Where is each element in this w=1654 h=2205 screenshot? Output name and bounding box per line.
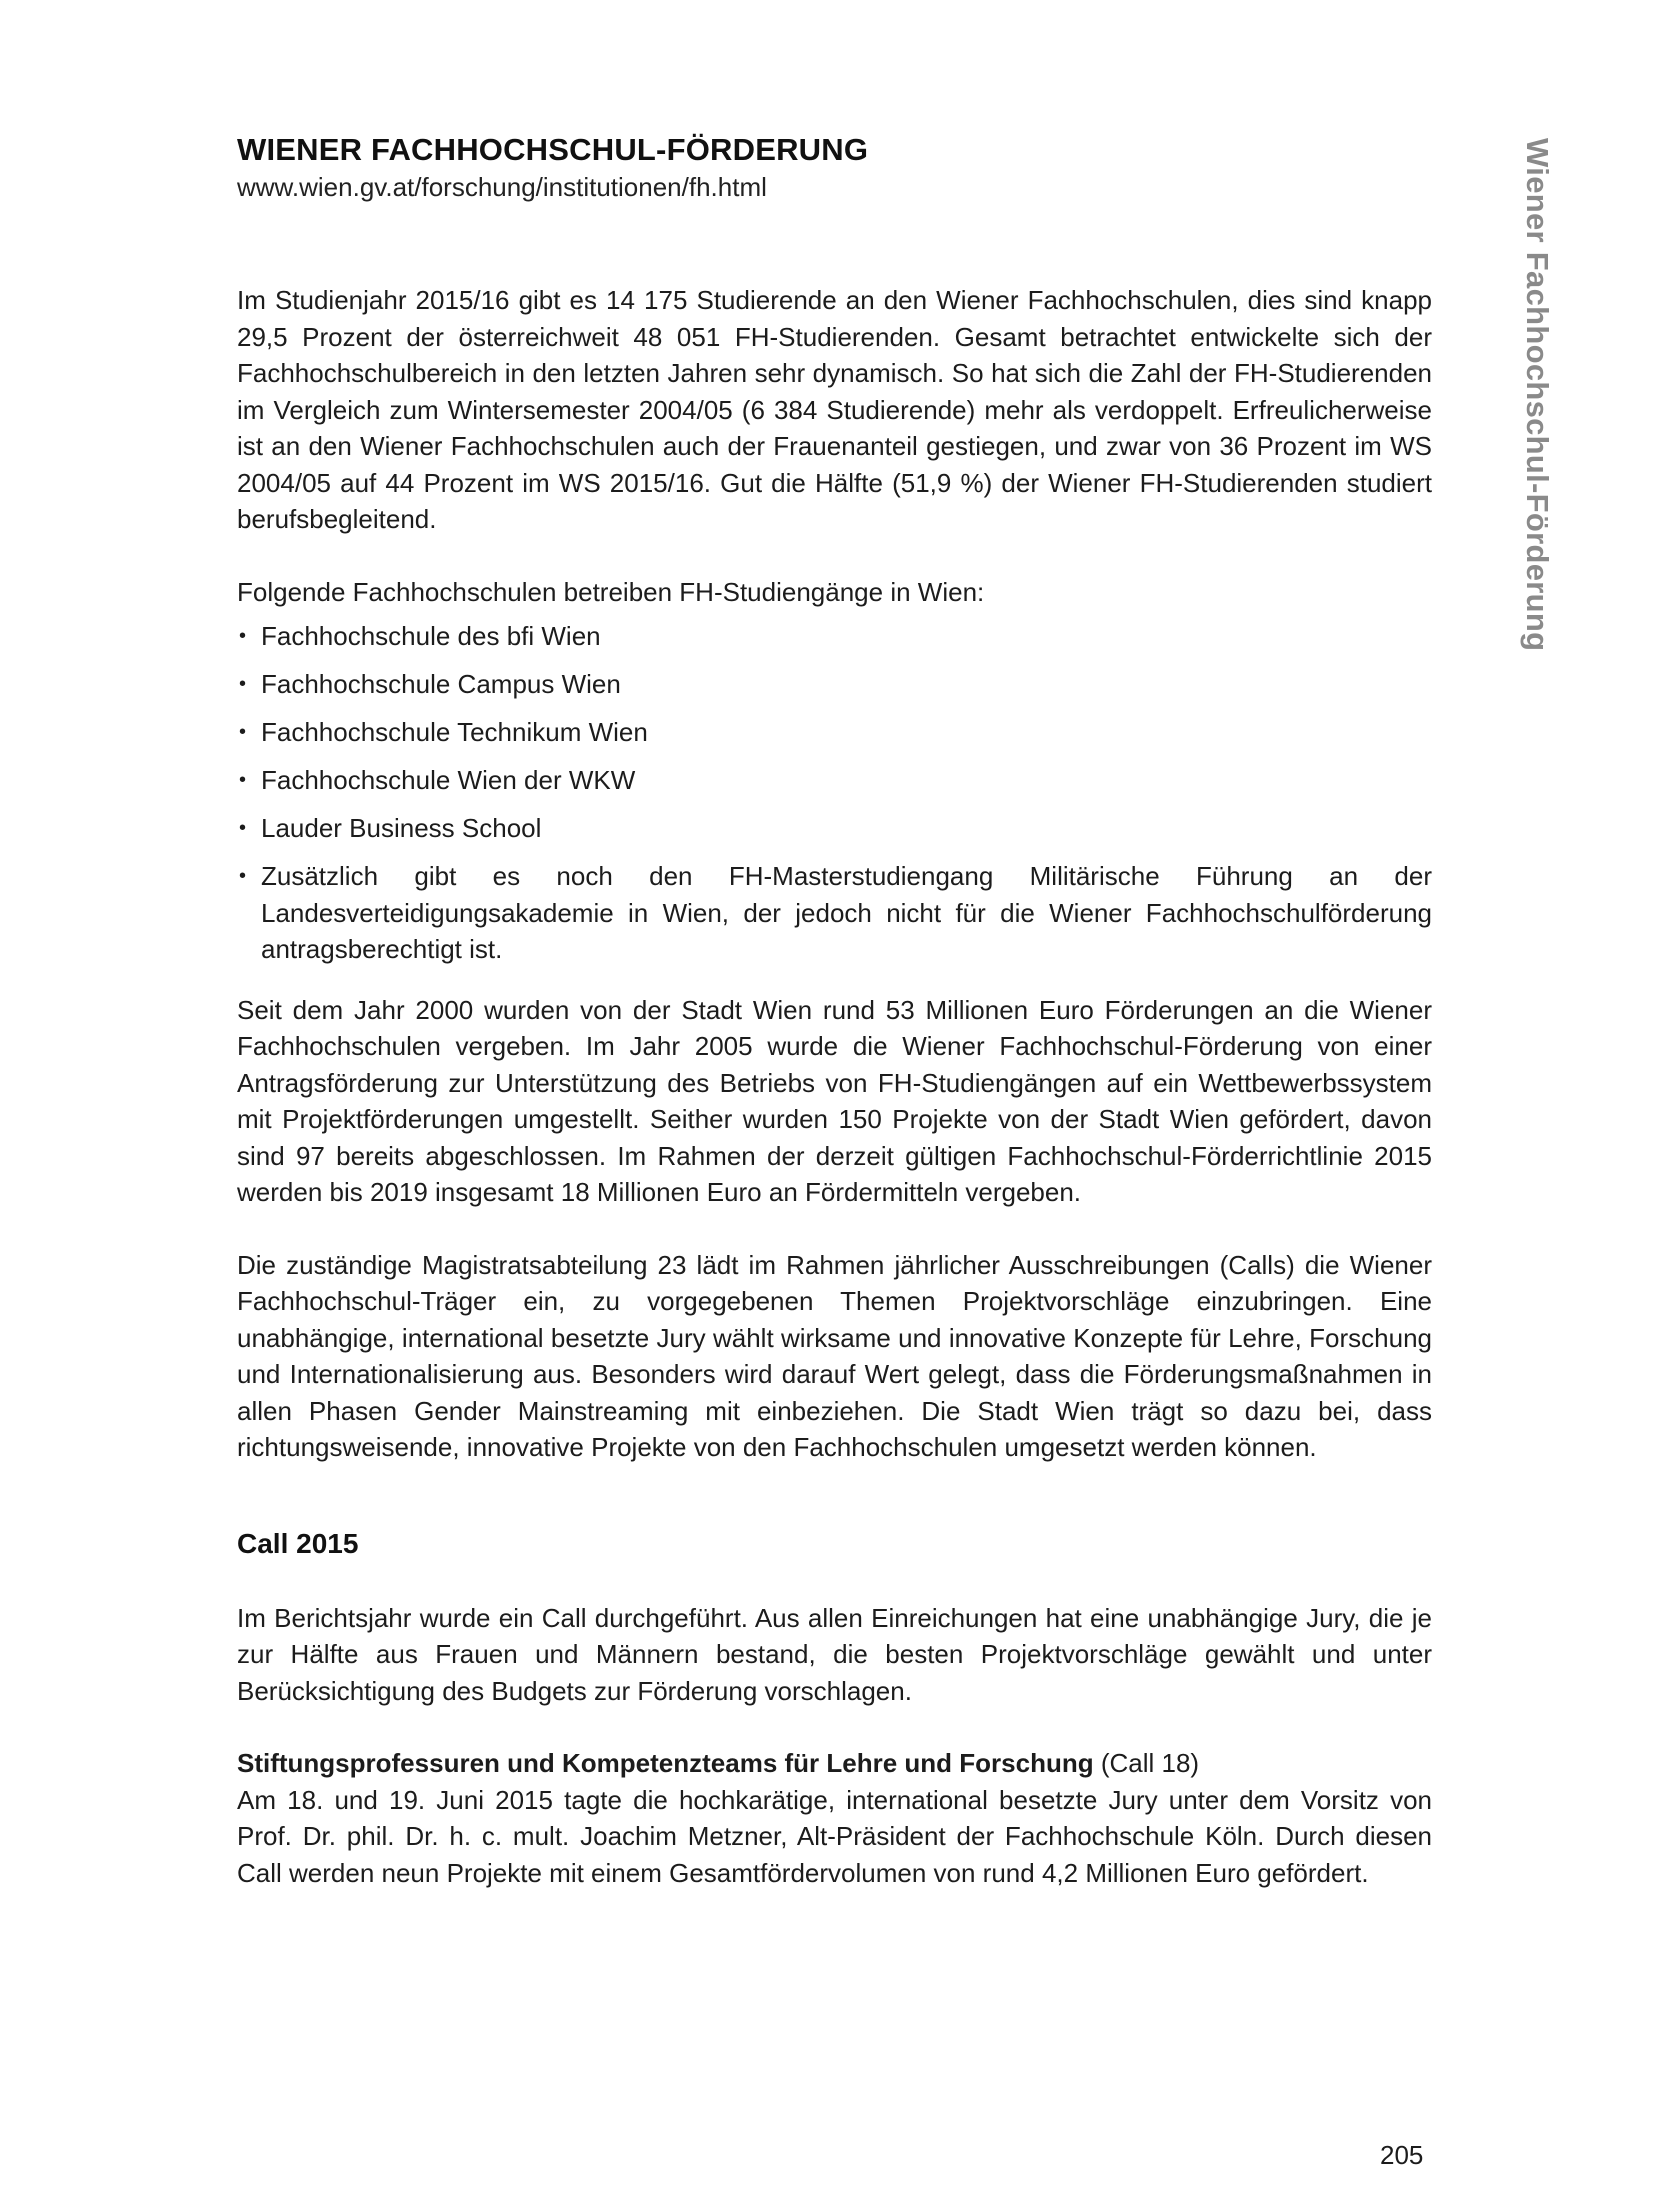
funding-paragraph: Seit dem Jahr 2000 wurden von der Stadt Wien rund 53 Millionen Euro Förderungen an die Wiener Fachhochschulen vergeben. Im Jahr 2005 wurde die Wiener Fachhochschul-Förderung von einer Antragsförderung zur Unterstützung des Betriebs von FH-Studiengängen auf ein Wettbewerbssystem mit Projektförderungen umgestellt. Seither wurden 150 Projekte von der Stadt Wien gefördert, davon sind 97 bereits abgeschlossen. Im Rahmen der derzeit gültigen Fachhochschul-Förderrichtlinie 2015 werden bis 2019 insgesamt 18 Millionen Euro an Fördermitteln vergeben. xyxy=(237,994,1432,1207)
call18-title: Stiftungsprofessuren und Kompetenzteams für Lehre und Forschung xyxy=(237,1748,1094,1778)
call-paragraph: Im Berichtsjahr wurde ein Call durchgeführt. Aus allen Einreichungen hat eine unabhängige Jury, die je zur Hälfte aus Frauen und Männern bestand, die besten Projektvorschläge gewählt und unter Berücksichtigung des Budgets zur Förderung vorschlagen. xyxy=(237,1602,1432,1706)
list-item: • Fachhochschule des bfi Wien xyxy=(237,618,1432,655)
list-item: • Zusätzlich gibt es noch den FH-Masterstudiengang Militärische Führung an der Landesverteidigungsakademie in Wien, der jedoch nicht für die Wiener Fachhochschulförderung antragsberechtigt ist. xyxy=(237,858,1432,968)
list-item: • Fachhochschule Wien der WKW xyxy=(237,762,1432,799)
list-intro: Folgende Fachhochschulen betreiben FH-Studiengänge in Wien: xyxy=(237,576,985,607)
list-item: • Lauder Business School xyxy=(237,810,1432,847)
page-title: WIENER FACHHOCHSCHUL-FÖRDERUNG xyxy=(237,132,869,167)
page-number: 205 xyxy=(1380,2140,1424,2170)
call18-paragraph: Am 18. und 19. Juni 2015 tagte die hochkarätige, international besetzte Jury unter dem Vorsitz von Prof. Dr. phil. Dr. h. c. mult. Joachim Metzner, Alt-Präsident der Fachhochschule Köln. Durch diesen Call werden neun Projekte mit einem Gesamtfördervolumen von rund 4,2 Millionen Euro gefördert. xyxy=(237,1784,1432,1888)
list-item: • Fachhochschule Technikum Wien xyxy=(237,714,1432,751)
intro-paragraph: Im Studienjahr 2015/16 gibt es 14 175 Studierende an den Wiener Fachhochschulen, dies sind knapp 29,5 Prozent der österreichweit 48 051 FH-Studierenden. Gesamt betrachtet entwickelte sich der Fachhochschulbereich in den letzten Jahren sehr dynamisch. So hat sich die Zahl der FH-Studierenden im Vergleich zum Wintersemester 2004/05 (6 384 Studierende) mehr als verdoppelt. Erfreulicherweise ist an den Wiener Fachhochschulen auch der Frauenanteil gestiegen, und zwar von 36 Prozent im WS 2004/05 auf 44 Prozent im WS 2015/16. Gut die Hälfte (51,9 %) der Wiener FH-Studierenden studiert berufsbegleitend. xyxy=(237,285,1432,534)
call18-heading xyxy=(237,1745,1432,1782)
sidebar-label: Wiener Fachhochschul-Förderung xyxy=(1520,138,1555,652)
page-content xyxy=(237,130,1432,1891)
call-heading: Call 2015 xyxy=(237,1527,359,1559)
call18-suffix: (Call 18) xyxy=(1093,1748,1200,1778)
fh-list xyxy=(237,618,1432,968)
ma23-paragraph: Die zuständige Magistratsabteilung 23 lädt im Rahmen jährlicher Ausschreibungen (Calls) die Wiener Fachhochschul-Träger ein, zu vorgegebenen Themen Projektvorschläge einzubringen. Eine unabhängige, international besetzte Jury wählt wirksame und innovative Konzepte für Lehre, Forschung und Internationalisierung aus. Besonders wird darauf Wert gelegt, dass die Förderungsmaßnahmen in allen Phasen Gender Mainstreaming mit einbeziehen. Die Stadt Wien trägt so dazu bei, dass richtungsweisende, innovative Projekte von den Fachhochschulen umgesetzt werden können. xyxy=(237,1249,1432,1462)
source-url[interactable]: www.wien.gv.at/forschung/institutionen/fh.html xyxy=(237,172,767,202)
list-item: • Fachhochschule Campus Wien xyxy=(237,666,1432,703)
